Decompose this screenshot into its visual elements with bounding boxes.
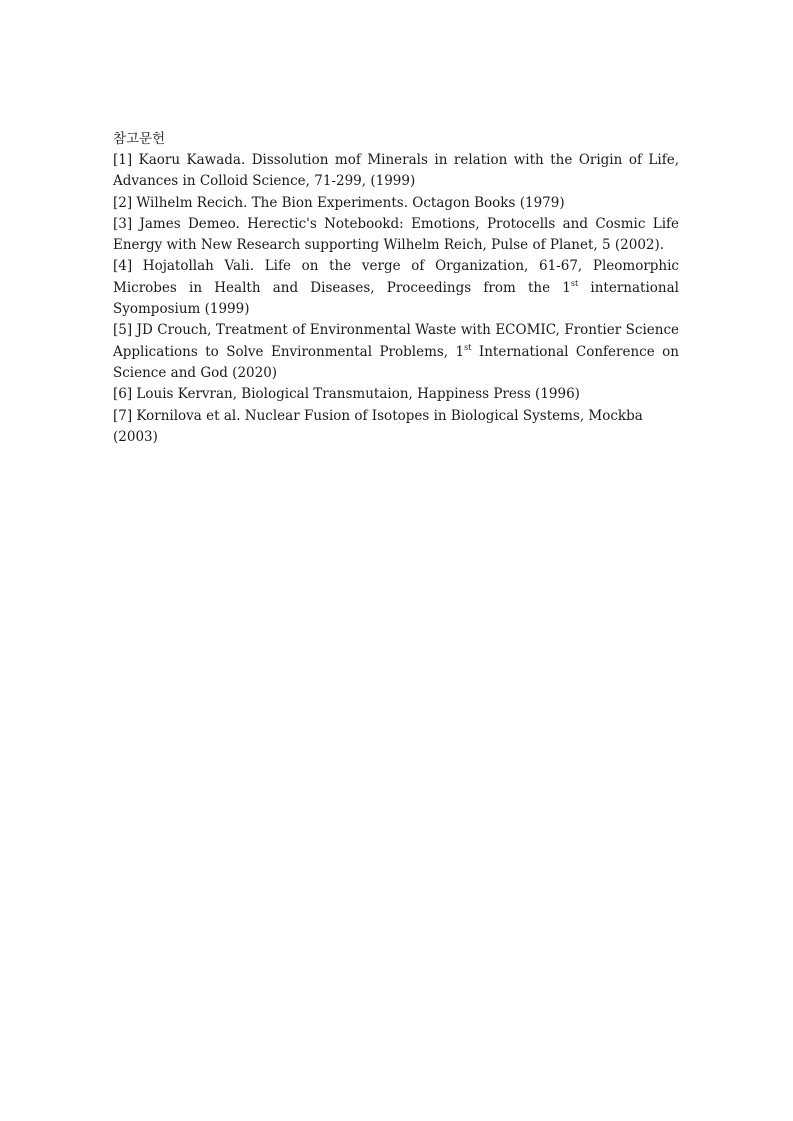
references-heading: 참고문헌 xyxy=(113,131,166,147)
reference-item-7: [7] Kornilova et al. Nuclear Fusion of Isotopes in Biological Systems, Mockba (2003) xyxy=(113,407,643,445)
reference-item-5 xyxy=(113,320,679,384)
reference-item-1: [1] Kaoru Kawada. Dissolution mof Minerals in relation with the Origin of Life, Advances in Colloid Science, 71-299, (1999) xyxy=(113,152,679,190)
references-section xyxy=(113,129,679,448)
reference-5-text-before: [5] JD Crouch, Treatment of Environmental Waste with ECOMIC, Frontier Science Applications to Solve Environmental Problems, 1 xyxy=(113,322,679,360)
reference-4-text-before: [4] Hojatollah Vali. Life on the verge of Organization, 61-67, Pleomorphic Microbes in Health and Diseases, Proceedings from the 1 xyxy=(113,258,679,296)
reference-4-text-after: international Syomposium (1999) xyxy=(113,279,679,318)
reference-item-4 xyxy=(113,256,679,320)
reference-item-2: [2] Wilhelm Recich. The Bion Experiments. Octagon Books (1979) xyxy=(113,194,565,211)
reference-list xyxy=(113,150,679,448)
reference-item-3: [3] James Demeo. Herectic's Notebookd: Emotions, Protocells and Cosmic Life Energy with New Research supporting Wilhelm Reich, Pulse of Planet, 5 (2002). xyxy=(113,215,679,254)
reference-5-superscript: st xyxy=(464,342,472,352)
reference-4-superscript: st xyxy=(570,278,579,288)
reference-5-text-after: International Conference on Science and God (2020) xyxy=(113,343,680,381)
reference-item-6: [6] Louis Kervran, Biological Transmutaion, Happiness Press (1996) xyxy=(113,386,580,403)
